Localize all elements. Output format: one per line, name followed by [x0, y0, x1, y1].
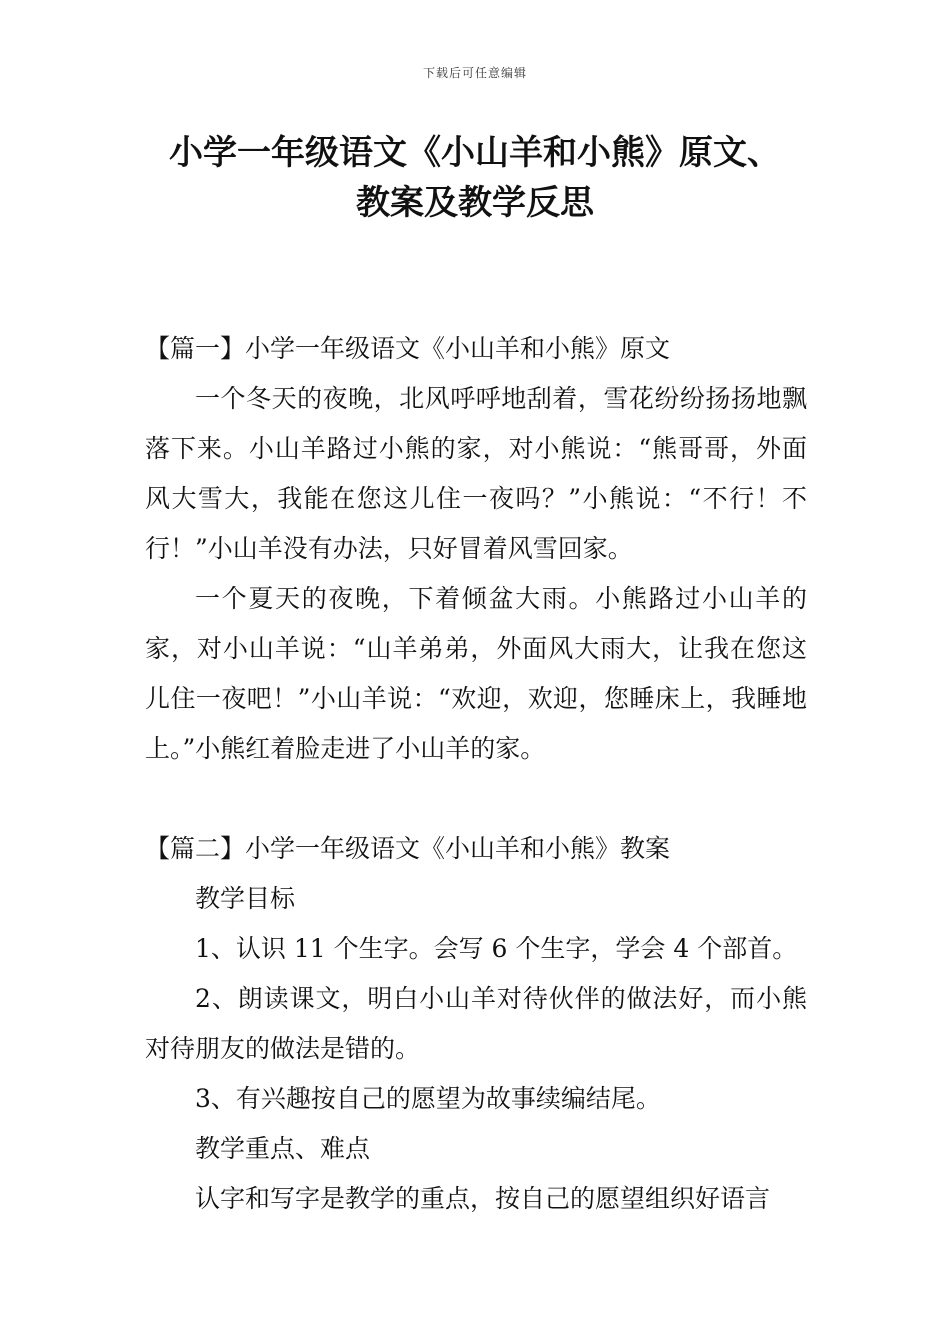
teaching-goals-heading: 教学目标 — [195, 884, 296, 913]
header-note: 下载后可任意编辑 — [422, 66, 527, 80]
key-points-text: 认字和写字是教学的重点，按自己的愿望组织好语言 — [195, 1184, 771, 1213]
section-1-paragraph-1: 一个冬天的夜晚，北风呼呼地刮着，雪花纷纷扬扬地飘落下来。小山羊路过小熊的家，对小熊说：“熊哥哥，外面风大雪大，我能在您这儿住一夜吗？”小熊说：“不行！不行！”小山羊没有办法，只好冒着风雪回家。 — [145, 384, 807, 563]
document-body — [145, 324, 807, 1224]
section-1-heading: 【篇一】小学一年级语文《小山羊和小熊》原文 — [145, 334, 671, 363]
document-title — [100, 128, 850, 228]
document-title-line-1: 小学一年级语文《小山羊和小熊》原文、 — [169, 133, 781, 173]
teaching-goal-1: 1、认识 11 个生字。会写 6 个生字，学会 4 个部首。 — [195, 934, 798, 963]
section-1-paragraph-2: 一个夏天的夜晚，下着倾盆大雨。小熊路过小山羊的家，对小山羊说：“山羊弟弟，外面风大雨大，让我在您这儿住一夜吧！”小山羊说：“欢迎，欢迎，您睡床上，我睡地上。”小熊红着脸走进了小山羊的家。 — [145, 584, 807, 763]
document-title-line-2: 教案及教学反思 — [356, 183, 594, 223]
teaching-goal-2: 2、朗读课文，明白小山羊对待伙伴的做法好，而小熊对待朋友的做法是错的。 — [145, 984, 807, 1063]
key-points-heading: 教学重点、难点 — [195, 1134, 371, 1163]
section-spacer — [145, 774, 807, 824]
teaching-goal-3: 3、有兴趣按自己的愿望为故事续编结尾。 — [195, 1084, 661, 1113]
section-2-heading: 【篇二】小学一年级语文《小山羊和小熊》教案 — [145, 834, 671, 863]
